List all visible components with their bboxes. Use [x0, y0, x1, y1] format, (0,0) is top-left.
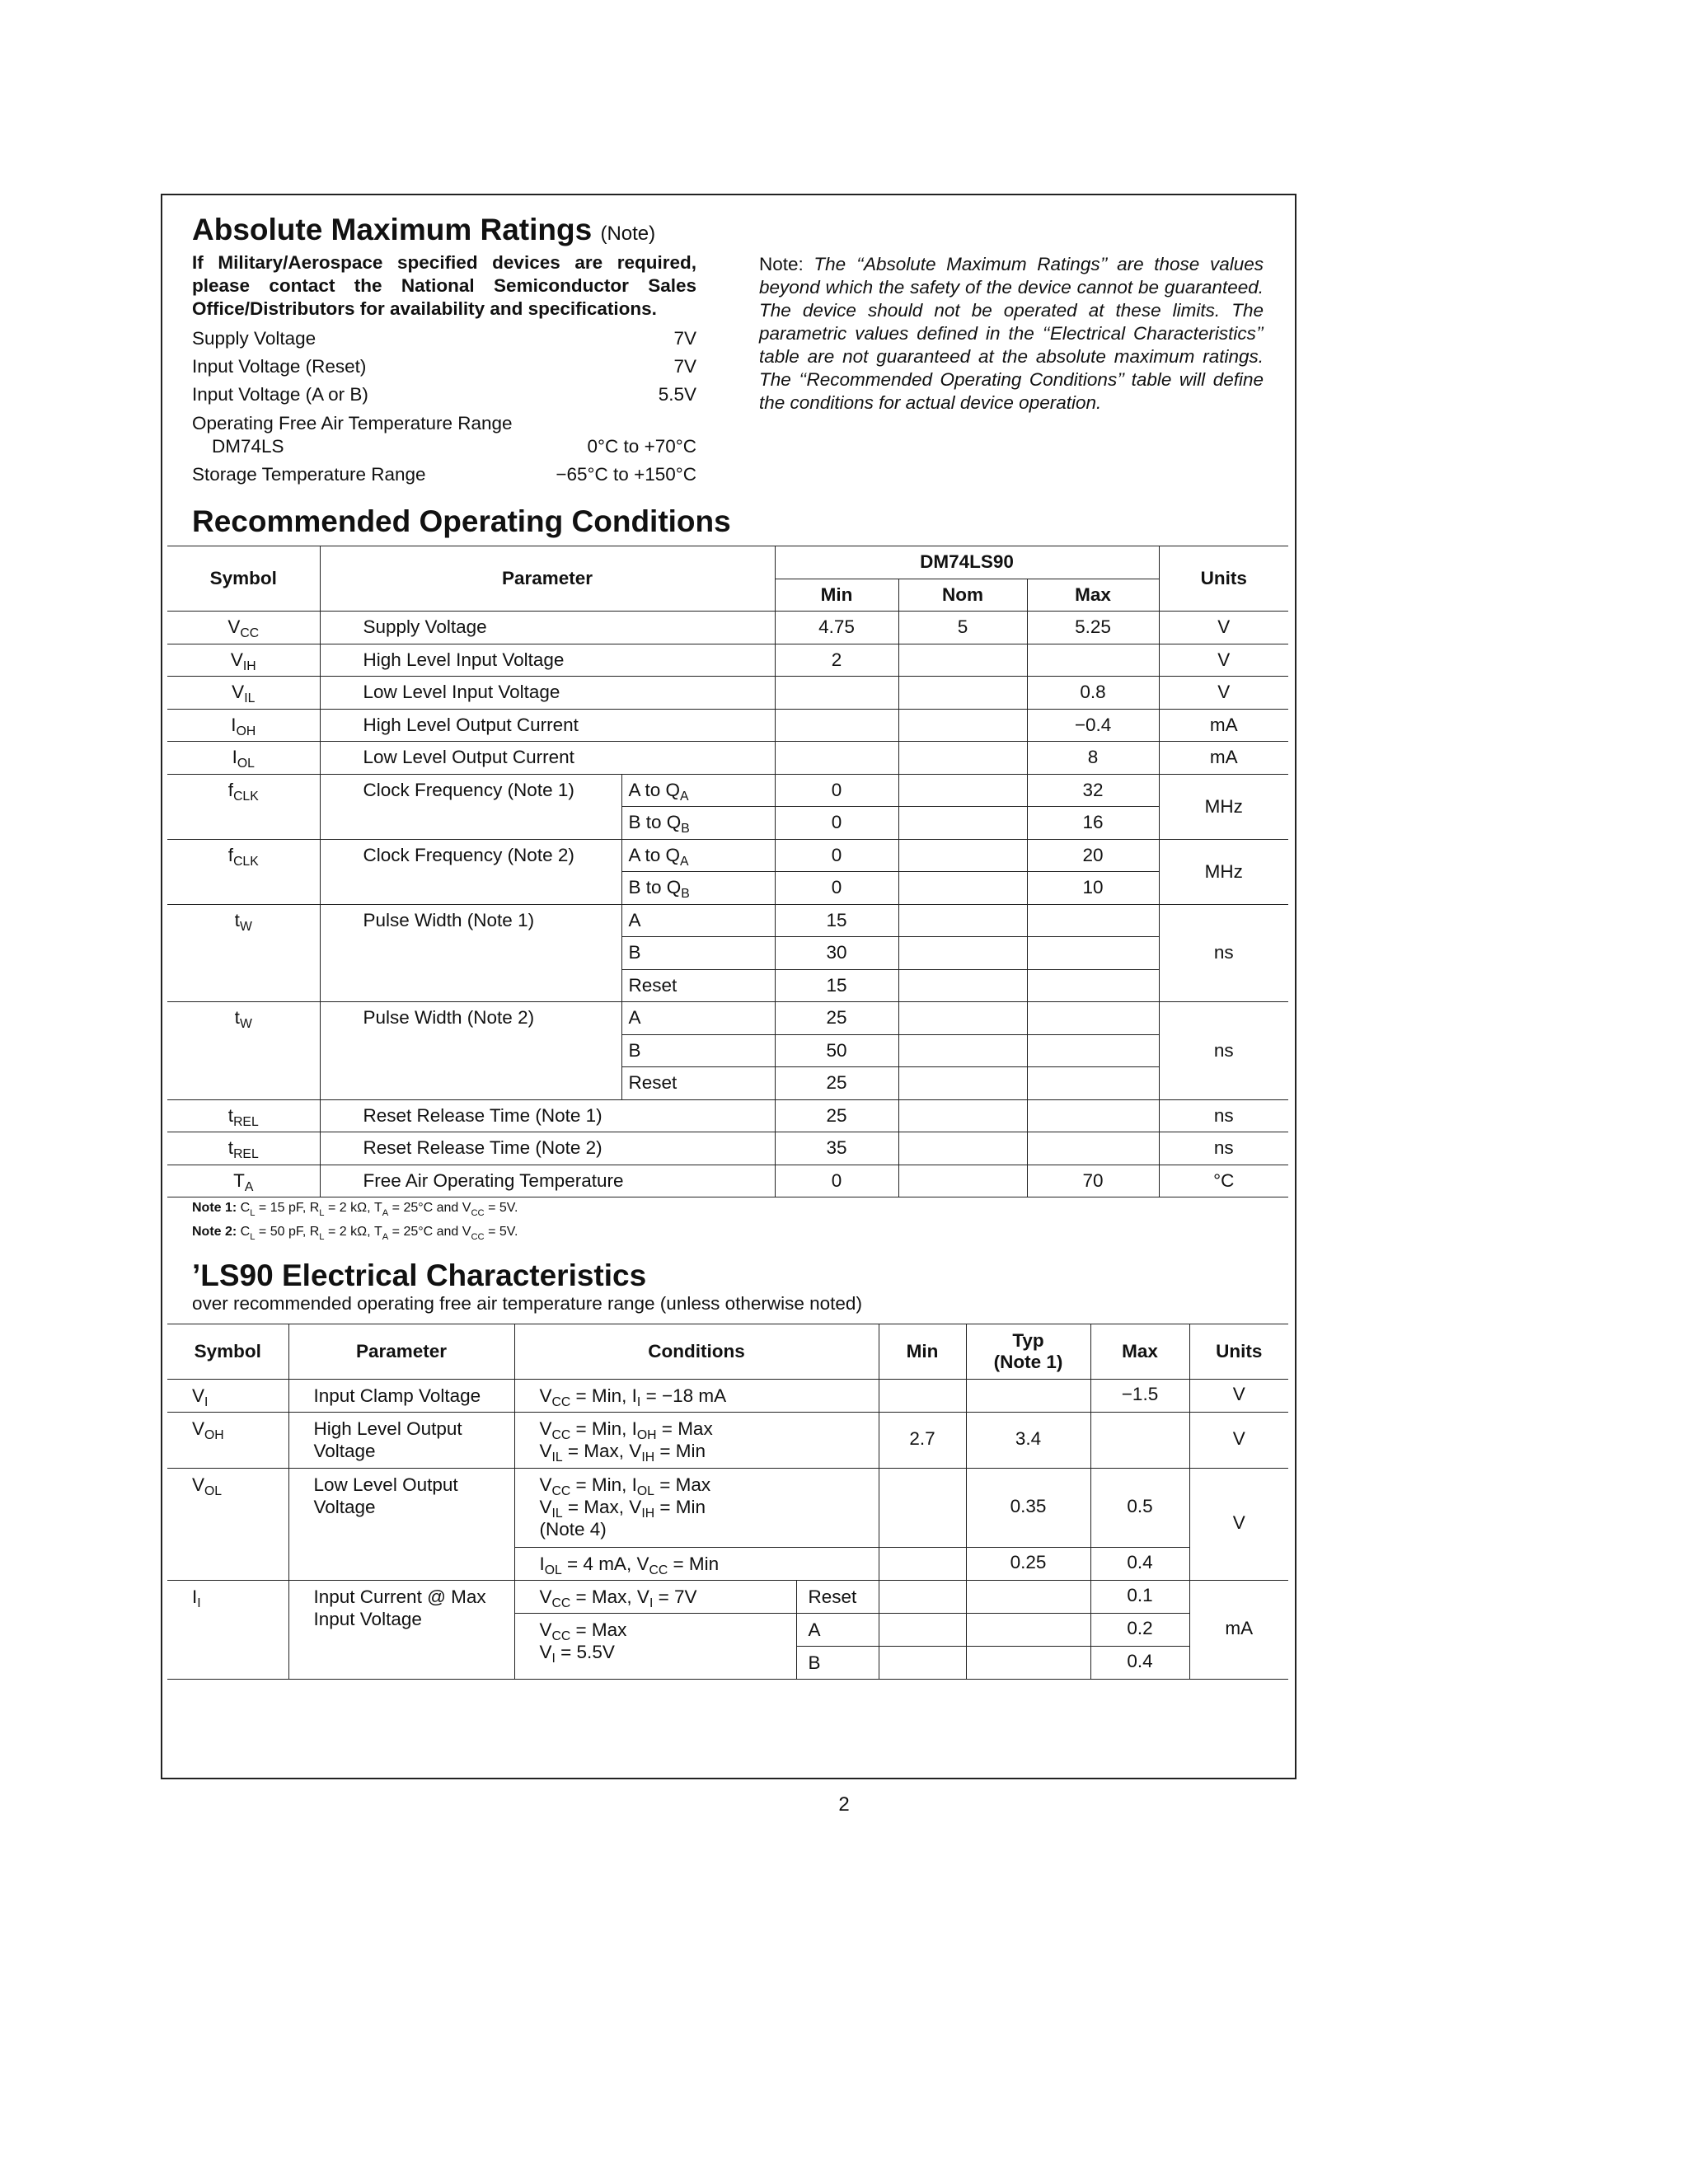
nom-cell	[898, 742, 1027, 775]
max-cell	[1027, 644, 1159, 677]
max-cell: 0.2	[1090, 1614, 1189, 1647]
rating-storage-temp-range: Storage Temperature Range −65°C to +150°C	[192, 464, 696, 485]
max-cell	[1027, 1067, 1159, 1100]
nom-cell	[898, 677, 1027, 710]
parameter-cell: High Level Input Voltage	[320, 644, 775, 677]
nom-cell	[898, 1099, 1027, 1132]
min-cell	[775, 709, 898, 742]
max-cell	[1027, 937, 1159, 970]
min-cell: 25	[775, 1099, 898, 1132]
min-cell: 35	[775, 1132, 898, 1165]
min-cell	[879, 1581, 966, 1614]
condition-cell: $V_{CC}$ = Min, $I_{OH}$ = Max $V_{IL}$ = Max, $V_{IH}$ = Min	[514, 1413, 879, 1469]
header-parameter: Parameter	[288, 1324, 514, 1380]
symbol-cell: $t_W$	[167, 1002, 320, 1100]
table-row	[167, 677, 1288, 710]
max-cell: 0.8	[1027, 677, 1159, 710]
symbol-cell: $V_I$	[167, 1380, 288, 1413]
units-cell: V	[1159, 677, 1288, 710]
symbol-cell: $t_{REL}$	[167, 1132, 320, 1165]
table-row	[167, 1413, 1288, 1469]
parameter-cell: Pulse Width (Note 2)	[320, 1002, 621, 1100]
max-cell: 0.4	[1090, 1548, 1189, 1581]
electrical-characteristics-title: ’LS90 Electrical Characteristics	[192, 1258, 647, 1292]
units-cell: ns	[1159, 904, 1288, 1002]
units-cell: V	[1189, 1469, 1288, 1581]
units-cell: V	[1189, 1380, 1288, 1413]
units-cell: mA	[1159, 742, 1288, 775]
min-cell: 4.75	[775, 612, 898, 644]
condition-cell: B	[621, 1034, 775, 1067]
parameter-cell: Input Current @ Max Input Voltage	[288, 1581, 514, 1680]
header-min: Min	[879, 1324, 966, 1380]
parameter-cell: Reset Release Time (Note 2)	[320, 1132, 775, 1165]
min-cell: 50	[775, 1034, 898, 1067]
table-row	[167, 1099, 1288, 1132]
nom-cell: 5	[898, 612, 1027, 644]
table-row	[167, 1581, 1288, 1614]
nom-cell	[898, 1067, 1027, 1100]
nom-cell	[898, 807, 1027, 840]
typ-cell	[966, 1581, 1090, 1614]
parameter-cell: High Level Output Current	[320, 709, 775, 742]
header-dm74ls90: DM74LS90	[775, 546, 1159, 579]
condition-cell: B to $Q_B$	[621, 872, 775, 905]
table-row	[167, 1469, 1288, 1548]
min-cell	[879, 1380, 966, 1413]
units-cell: MHz	[1159, 839, 1288, 904]
parameter-cell: Free Air Operating Temperature	[320, 1165, 775, 1197]
table-row	[167, 1380, 1288, 1413]
symbol-cell: $I_{OL}$	[167, 742, 320, 775]
symbol-cell: $V_{IL}$	[167, 677, 320, 710]
condition-cell: A	[621, 904, 775, 937]
header-conditions: Conditions	[514, 1324, 879, 1380]
table-row	[167, 904, 1288, 937]
max-cell: 20	[1027, 839, 1159, 872]
max-cell: 0.1	[1090, 1581, 1189, 1614]
typ-cell	[966, 1380, 1090, 1413]
parameter-cell: Supply Voltage	[320, 612, 775, 644]
max-cell: 5.25	[1027, 612, 1159, 644]
min-cell: 0	[775, 774, 898, 807]
nom-cell	[898, 839, 1027, 872]
condition-cell: Reset	[621, 969, 775, 1002]
units-cell: mA	[1189, 1581, 1288, 1680]
table-row	[167, 1002, 1288, 1035]
min-cell: 0	[775, 872, 898, 905]
header-symbol: Symbol	[167, 1324, 288, 1380]
header-min: Min	[775, 579, 898, 612]
condition-cell: A to $Q_A$	[621, 774, 775, 807]
parameter-cell: Input Clamp Voltage	[288, 1380, 514, 1413]
max-cell	[1027, 969, 1159, 1002]
max-cell: 70	[1027, 1165, 1159, 1197]
parameter-cell: Low Level Output Voltage	[288, 1469, 514, 1581]
min-cell	[879, 1469, 966, 1548]
min-cell: 25	[775, 1002, 898, 1035]
nom-cell	[898, 969, 1027, 1002]
nom-cell	[898, 904, 1027, 937]
table-row	[167, 644, 1288, 677]
parameter-cell: Pulse Width (Note 1)	[320, 904, 621, 1002]
symbol-cell: $t_{REL}$	[167, 1099, 320, 1132]
min-cell: 2.7	[879, 1413, 966, 1469]
max-cell	[1090, 1413, 1189, 1469]
min-cell: 0	[775, 1165, 898, 1197]
table-row	[167, 774, 1288, 807]
condition-cell: $V_{CC}$ = Max, $V_I = 7V$	[514, 1581, 796, 1614]
condition-cell: A	[621, 1002, 775, 1035]
max-cell: 0.4	[1090, 1647, 1189, 1680]
military-aerospace-notice: If Military/Aerospace specified devices are required, please contact the National Semiconductor Sales Office/Distributors for availability and specifications.	[192, 252, 696, 319]
units-cell: ns	[1159, 1132, 1288, 1165]
parameter-cell: Clock Frequency (Note 1)	[320, 774, 621, 839]
parameter-cell: Clock Frequency (Note 2)	[320, 839, 621, 904]
typ-cell: 0.35	[966, 1469, 1090, 1548]
min-cell: 0	[775, 807, 898, 840]
symbol-cell: $f_{CLK}$	[167, 774, 320, 839]
parameter-cell: Reset Release Time (Note 1)	[320, 1099, 775, 1132]
table-row	[167, 612, 1288, 644]
nom-cell	[898, 1002, 1027, 1035]
max-cell: −1.5	[1090, 1380, 1189, 1413]
parameter-cell: High Level Output Voltage	[288, 1413, 514, 1469]
symbol-cell: $V_{OH}$	[167, 1413, 288, 1469]
max-cell: 32	[1027, 774, 1159, 807]
units-cell: ns	[1159, 1099, 1288, 1132]
min-cell: 15	[775, 969, 898, 1002]
max-cell	[1027, 1002, 1159, 1035]
symbol-cell: $T_A$	[167, 1165, 320, 1197]
condition-cell: $V_{CC}$ = Min, $I_{OL}$ = Max $V_{IL}$ = Max, $V_{IH}$ = Min (Note 4)	[514, 1469, 879, 1548]
max-cell: −0.4	[1027, 709, 1159, 742]
note-2: Note 2: $C_L = 50$ pF, $R_L = 2$ kΩ, $T_A = 25^\circ C$ and $V_{CC} = 5V$.	[192, 1225, 518, 1242]
nom-cell	[898, 1132, 1027, 1165]
absolute-max-note: Note: The ‘‘Absolute Maximum Ratings’’ are those values beyond which the safety of the device cannot be guaranteed. The device should not be operated at these limits. The parametric values defined in the ‘‘Electrical Characteristics’’ table are not guaranteed at the absolute maximum ratings. The ‘‘Recommended Operating Conditions’’ table will define the conditions for actual device operation.	[759, 254, 1264, 413]
rating-dm74ls: DM74LS 0°C to +70°C	[212, 436, 696, 457]
max-cell: 8	[1027, 742, 1159, 775]
min-cell: 15	[775, 904, 898, 937]
max-cell	[1027, 1034, 1159, 1067]
table-row	[167, 742, 1288, 775]
units-cell: V	[1189, 1413, 1288, 1469]
rating-supply-voltage: Supply Voltage 7V	[192, 328, 696, 349]
max-cell	[1027, 1099, 1159, 1132]
symbol-cell: $V_{CC}$	[167, 612, 320, 644]
nom-cell	[898, 774, 1027, 807]
rating-input-voltage-a-or-b: Input Voltage (A or B) 5.5V	[192, 384, 696, 405]
table-row	[167, 839, 1288, 872]
header-typ: Typ (Note 1)	[966, 1324, 1090, 1380]
rating-input-voltage-reset: Input Voltage (Reset) 7V	[192, 356, 696, 377]
nom-cell	[898, 1165, 1027, 1197]
units-cell: °C	[1159, 1165, 1288, 1197]
condition-pin-cell: A	[796, 1614, 879, 1647]
typ-cell	[966, 1614, 1090, 1647]
recommended-operating-conditions-table	[167, 546, 1288, 1197]
typ-cell: 0.25	[966, 1548, 1090, 1581]
max-cell: 0.5	[1090, 1469, 1189, 1548]
header-parameter: Parameter	[320, 546, 775, 612]
condition-cell: $V_{CC}$ = Max $V_I = 5.5V$	[514, 1614, 796, 1680]
nom-cell	[898, 872, 1027, 905]
symbol-cell: $I_I$	[167, 1581, 288, 1680]
condition-cell: B to $Q_B$	[621, 807, 775, 840]
header-units: Units	[1189, 1324, 1288, 1380]
min-cell	[879, 1614, 966, 1647]
electrical-characteristics-subtitle: over recommended operating free air temperature range (unless otherwise noted)	[192, 1293, 862, 1314]
absolute-maximum-ratings-title: Absolute Maximum Ratings (Note)	[192, 213, 656, 246]
note-1: Note 1: $C_L = 15$ pF, $R_L = 2$ kΩ, $T_A = 25^\circ C$ and $V_{CC} = 5V$.	[192, 1201, 518, 1218]
typ-cell	[966, 1647, 1090, 1680]
symbol-cell: $t_W$	[167, 904, 320, 1002]
units-cell: V	[1159, 644, 1288, 677]
nom-cell	[898, 709, 1027, 742]
table-row	[167, 1132, 1288, 1165]
min-cell	[879, 1548, 966, 1581]
units-cell: mA	[1159, 709, 1288, 742]
recommended-operating-conditions-title: Recommended Operating Conditions	[192, 504, 731, 538]
condition-cell: $V_{CC}$ = Min, $I_I = -18$ mA	[514, 1380, 879, 1413]
symbol-cell: $V_{OL}$	[167, 1469, 288, 1581]
units-cell: ns	[1159, 1002, 1288, 1100]
max-cell	[1027, 1132, 1159, 1165]
typ-cell: 3.4	[966, 1413, 1090, 1469]
condition-pin-cell: B	[796, 1647, 879, 1680]
condition-cell: B	[621, 937, 775, 970]
max-cell: 16	[1027, 807, 1159, 840]
min-cell	[775, 677, 898, 710]
units-cell: MHz	[1159, 774, 1288, 839]
condition-pin-cell: Reset	[796, 1581, 879, 1614]
symbol-cell: $I_{OH}$	[167, 709, 320, 742]
table-row	[167, 1165, 1288, 1197]
parameter-cell: Low Level Input Voltage	[320, 677, 775, 710]
min-cell	[879, 1647, 966, 1680]
electrical-characteristics-table	[167, 1324, 1288, 1680]
min-cell	[775, 742, 898, 775]
max-cell: 10	[1027, 872, 1159, 905]
units-cell: V	[1159, 612, 1288, 644]
condition-cell: Reset	[621, 1067, 775, 1100]
max-cell	[1027, 904, 1159, 937]
header-max: Max	[1027, 579, 1159, 612]
min-cell: 25	[775, 1067, 898, 1100]
symbol-cell: $V_{IH}$	[167, 644, 320, 677]
page-number: 2	[838, 1793, 850, 1816]
header-max: Max	[1090, 1324, 1189, 1380]
rating-operating-temp-range: Operating Free Air Temperature Range	[192, 413, 513, 434]
nom-cell	[898, 644, 1027, 677]
nom-cell	[898, 937, 1027, 970]
nom-cell	[898, 1034, 1027, 1067]
condition-cell: A to $Q_A$	[621, 839, 775, 872]
symbol-cell: $f_{CLK}$	[167, 839, 320, 904]
header-symbol: Symbol	[167, 546, 320, 612]
header-nom: Nom	[898, 579, 1027, 612]
header-units: Units	[1159, 546, 1288, 612]
min-cell: 0	[775, 839, 898, 872]
min-cell: 30	[775, 937, 898, 970]
condition-cell: $I_{OL} = 4$ mA, $V_{CC}$ = Min	[514, 1548, 879, 1581]
table-row	[167, 709, 1288, 742]
min-cell: 2	[775, 644, 898, 677]
parameter-cell: Low Level Output Current	[320, 742, 775, 775]
